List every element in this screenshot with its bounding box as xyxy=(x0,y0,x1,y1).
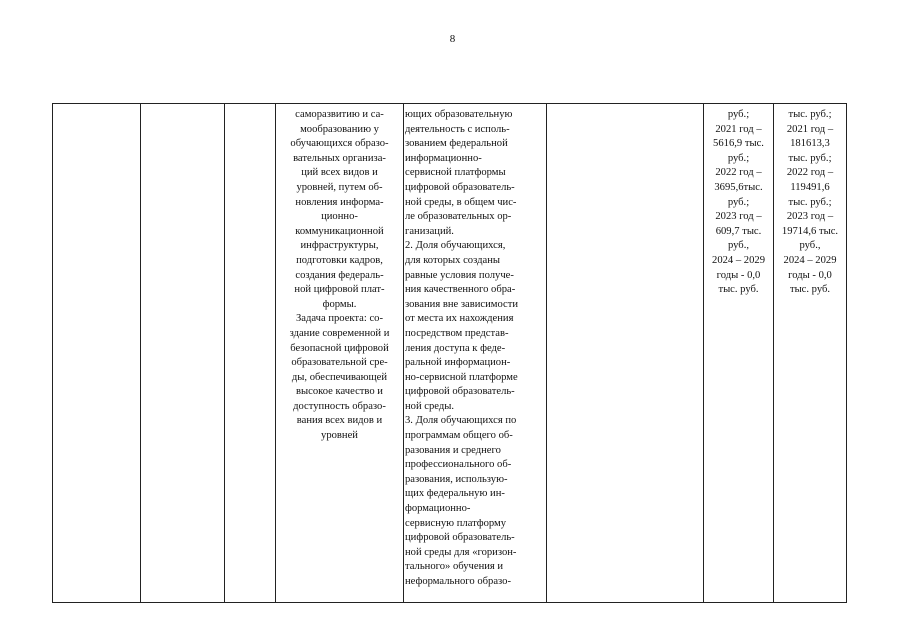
table-cell-empty xyxy=(225,104,275,602)
table-cell-empty xyxy=(53,104,140,602)
goal-text: саморазвитию и са- мообразованию у обучающихся образо- вательных организа- ций всех видов и уровней, путем об- новления информа- ционно- коммуникационной инфраструктуры, подготовки кадров, создания федераль- ной цифровой плат- формы. Задача проекта: со- здание современной и безопасной цифровой образовательной сре- ды, обеспечивающей высокое качество и доступность образо- вания всех видов и уровней xyxy=(289,109,390,442)
table-cell-indicators xyxy=(404,104,546,602)
funding-a-text: руб.; 2021 год – 5616,9 тыс. руб.; 2022 год – 3695,6тыс. руб.; 2023 год – 609,7 тыс. руб., 2024 – 2029 годы - 0,0 тыс. руб. xyxy=(712,109,765,296)
table-cell-goal xyxy=(276,104,403,602)
indicators-text: ющих образовательную деятельность с исполь- зованием федеральной информационно- сервисной платформы цифровой образователь- ной среды, в общем чис- ле образовательных ор- ганизаций. 2. Доля обучающихся, для которых созданы равные условия получе- ния качественного обра- зования вне зависимости от места их нахождения посредством представ- ления доступа к феде- ральной информацион- но-сервисной платформе цифровой образователь- ной среды. 3. Доля обучающихся по программам общего об- разования и среднего профессионального об- разования, использую- щих федеральную ин- формационно- сервисную платформу цифровой образователь- ной среды для «горизон- тального» обучения и неформального образо- xyxy=(405,109,519,587)
table-cell-funding-a xyxy=(704,104,773,602)
table-cell-empty xyxy=(141,104,224,602)
funding-b-text: тыс. руб.; 2021 год – 181613,3 тыс. руб.; 2022 год – 119491,6 тыс. руб.; 2023 год – 19714,6 тыс. руб., 2024 – 2029 годы - 0,0 тыс. руб. xyxy=(781,109,839,296)
table-cell-empty xyxy=(547,104,703,602)
table-cell-funding-b xyxy=(774,104,846,602)
document-table xyxy=(52,103,847,603)
page-number: 8 xyxy=(449,33,456,45)
